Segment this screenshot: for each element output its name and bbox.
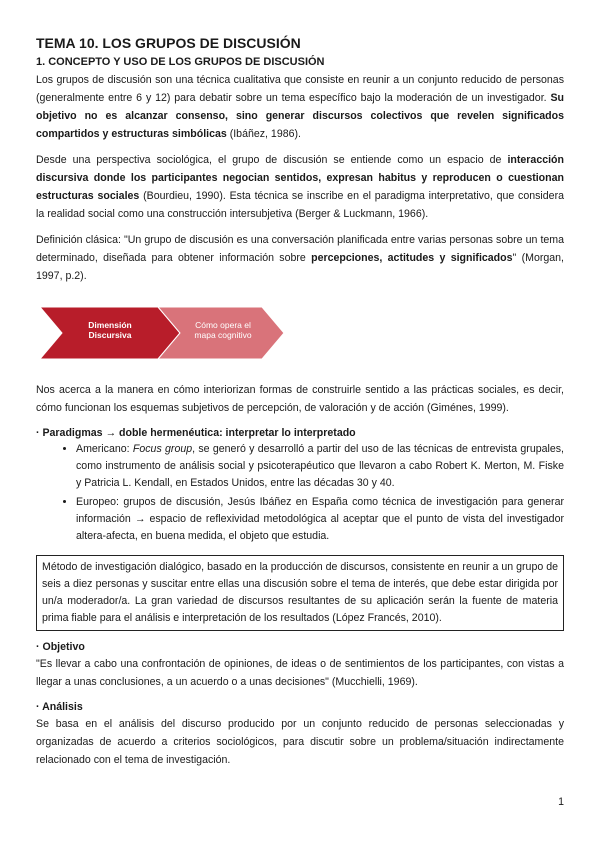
text-run: Desde una perspectiva sociológica, el grupo de discusión se entiende como un espacio de — [36, 154, 508, 166]
page-number: 1 — [558, 796, 564, 808]
italic-run: Focus group — [132, 443, 193, 455]
document-page — [36, 34, 564, 777]
text-run: (Ibáñez, 1986). — [226, 128, 301, 140]
text-run: Los grupos de discusión son una técnica cualitativa que consiste en reunir a un conjunto reducido de personas (generalmente entre 6 y 12) para debatir sobre un tema específico bajo la moderación de un investigador. — [36, 74, 564, 104]
bold-run: percepciones, actitudes y significados — [311, 252, 513, 264]
text-run: Definición clásica: "Un grupo de discusión es una conversación planificada entre varias personas sobre un tema determinado, diseñada para obtener información sobre — [36, 234, 564, 264]
chevron-step-2-label: Cómo opera el mapa cognitivo — [194, 320, 252, 340]
paradigmas-list — [36, 441, 564, 545]
paragraph-interiorizan: Nos acerca a la manera en cómo interiorizan formas de construirle sentido a las prácticas sociales, es decir, cómo funcionan los esquemas subjetivos de percepción, de valoración y de acción (Giménes, 1999). — [36, 384, 564, 414]
paradigmas-heading: · Paradigmas → doble hermenéutica: interpretar lo interpretado — [36, 427, 356, 439]
text-run: , se generó y desarrolló a partir del uso de las técnicas de entrevista grupales, como instrumento de análisis social y psicoterapéutico que llevaron a cabo Robert K. Merton, M. Fiske y Patricia L. Kendall, en Estados Unidos, entre las décadas 30 y 40. — [76, 443, 564, 489]
text-run: (Bourdieu, 1990). Esta técnica se inscribe en el paradigma interpretativo, que considera la realidad social como una construcción intersubjetiva (Berger & Luckmann, 1966). — [36, 190, 564, 220]
bold-run: Su objetivo no es alcanzar consenso, sino generar discursos colectivos que revelen significados compartidos y estructuras simbólicas — [36, 92, 564, 140]
list-item-europeo: • Europeo: grupos de discusión, Jesús Ibáñez en España como técnica de investigación para generar información → espacio de reflexividad metodológica al aceptar que el punto de vista del investigador altera-afecta, en buena medida, el objeto que estudia. — [76, 494, 564, 545]
chevron-shapes — [40, 301, 300, 365]
objetivo-text: "Es llevar a cabo una confrontación de opiniones, de ideas o de sentimientos de los participantes, con vistas a llegar a unas conclusiones, a un acuerdo o a unas decisiones" (Mucchielli, 1969). — [36, 658, 564, 688]
analisis-text: Se basa en el análisis del discurso producido por un conjunto reducido de personas seleccionadas y organizadas de acuerdo a criterios sociológicos, para discutir sobre un problema/situación indirectamente relacionado con el tema de investigación. — [36, 718, 564, 766]
objetivo-heading: · Objetivo — [36, 641, 85, 653]
definition-box — [36, 555, 564, 631]
chevron-step-1-label: Dimensión Discursiva — [88, 320, 132, 340]
paragraph-sociological — [36, 151, 564, 223]
text-run: " (Morgan, 1997, p.2). — [36, 252, 564, 282]
analisis-heading: · Análisis — [36, 701, 83, 713]
chevron-diagram — [40, 301, 564, 365]
text-run: Americano: — [76, 443, 133, 455]
section-title: 1. CONCEPTO Y USO DE LOS GRUPOS DE DISCUSIÓN — [36, 56, 325, 68]
paragraph-definition — [36, 71, 564, 143]
bold-run: interacción discursiva donde los participantes negocian sentidos, expresan habitus y reproducen o cuestionan estructuras sociales — [36, 154, 564, 202]
list-item-americano — [76, 441, 564, 492]
definition-box-text: Método de investigación dialógico, basado en la producción de discursos, consistente en reunir a un grupo de seis a diez personas y suscitar entre ellas una discusión sobre el tema de interés, que debe estar dirigida por un/a moderador/a. La gran variedad de discursos resultantes de su aplicación serán la fuente de materia prima fiable para el análisis e interpretación de los resultados (López Francés, 2010). — [42, 561, 558, 624]
paragraph-classic-definition — [36, 231, 564, 285]
page-title: TEMA 10. LOS GRUPOS DE DISCUSIÓN — [36, 35, 301, 51]
